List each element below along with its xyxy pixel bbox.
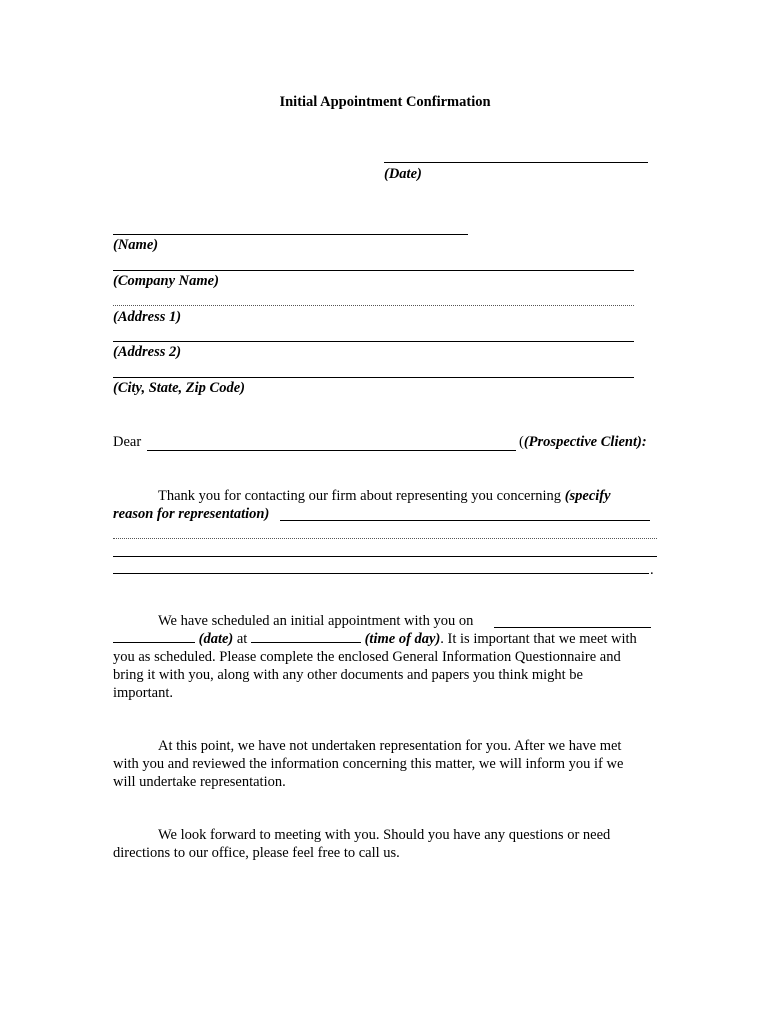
- reason-field-2[interactable]: [113, 538, 657, 539]
- city-field[interactable]: [113, 377, 634, 378]
- appointment-date-field[interactable]: [113, 630, 195, 643]
- address1-field[interactable]: [113, 305, 634, 306]
- address2-field[interactable]: [113, 341, 634, 342]
- paragraph3-line1: At this point, we have not undertaken representation for you. After we have met: [158, 738, 622, 754]
- date-label: (Date): [384, 166, 422, 182]
- paragraph1-reason: reason for representation): [113, 506, 270, 522]
- paragraph2-line2-tail: . It is important that we meet with: [440, 631, 637, 647]
- salutation-dear: Dear: [113, 434, 142, 450]
- address1-label: (Address 1): [113, 309, 182, 325]
- city-label: (City, State, Zip Code): [113, 380, 245, 396]
- salutation-client-label: ((Prospective Client):: [519, 434, 647, 450]
- name-label: (Name): [113, 237, 159, 253]
- at-word: at: [236, 631, 248, 647]
- paragraph4-line1: We look forward to meeting with you. Should you have any questions or need: [158, 827, 611, 843]
- time-of-day-label: (time of day): [364, 631, 441, 647]
- company-label: (Company Name): [113, 273, 219, 289]
- client-name-field[interactable]: [147, 450, 516, 451]
- prospective-client-label: (Prospective Client):: [523, 434, 647, 450]
- paragraph1-end-period: .: [650, 562, 654, 578]
- date-inline-label: (date): [198, 631, 234, 647]
- paragraph1-text: Thank you for contacting our firm about representing you concerning: [158, 488, 562, 504]
- paragraph4-line2: directions to our office, please feel free to call us.: [113, 845, 400, 861]
- paragraph3-line3: will undertake representation.: [113, 774, 286, 790]
- paragraph1-line1: [158, 487, 611, 505]
- name-field[interactable]: [113, 234, 468, 235]
- paragraph3-line2: with you and reviewed the information concerning this matter, we will inform you if we: [113, 756, 624, 772]
- paragraph1-specify: (specify: [564, 488, 611, 504]
- appointment-field-a[interactable]: [494, 627, 651, 628]
- paragraph2-line5: important.: [113, 685, 174, 701]
- address2-label: (Address 2): [113, 344, 182, 360]
- appointment-time-field[interactable]: [251, 630, 361, 643]
- paragraph2-line2: [113, 630, 637, 648]
- date-field[interactable]: [384, 162, 648, 163]
- paragraph2-line1: [158, 612, 473, 630]
- document-title: Initial Appointment Confirmation: [279, 94, 491, 110]
- paragraph2-line1-text: We have scheduled an initial appointment with you on: [158, 613, 474, 629]
- reason-field-4[interactable]: [113, 573, 649, 574]
- paragraph2-line3: you as scheduled. Please complete the enclosed General Information Questionnaire and: [113, 649, 621, 665]
- reason-field-3[interactable]: [113, 556, 657, 557]
- paragraph2-line4: bring it with you, along with any other documents and papers you think might be: [113, 667, 583, 683]
- reason-field-1[interactable]: [280, 520, 650, 521]
- company-field[interactable]: [113, 270, 634, 271]
